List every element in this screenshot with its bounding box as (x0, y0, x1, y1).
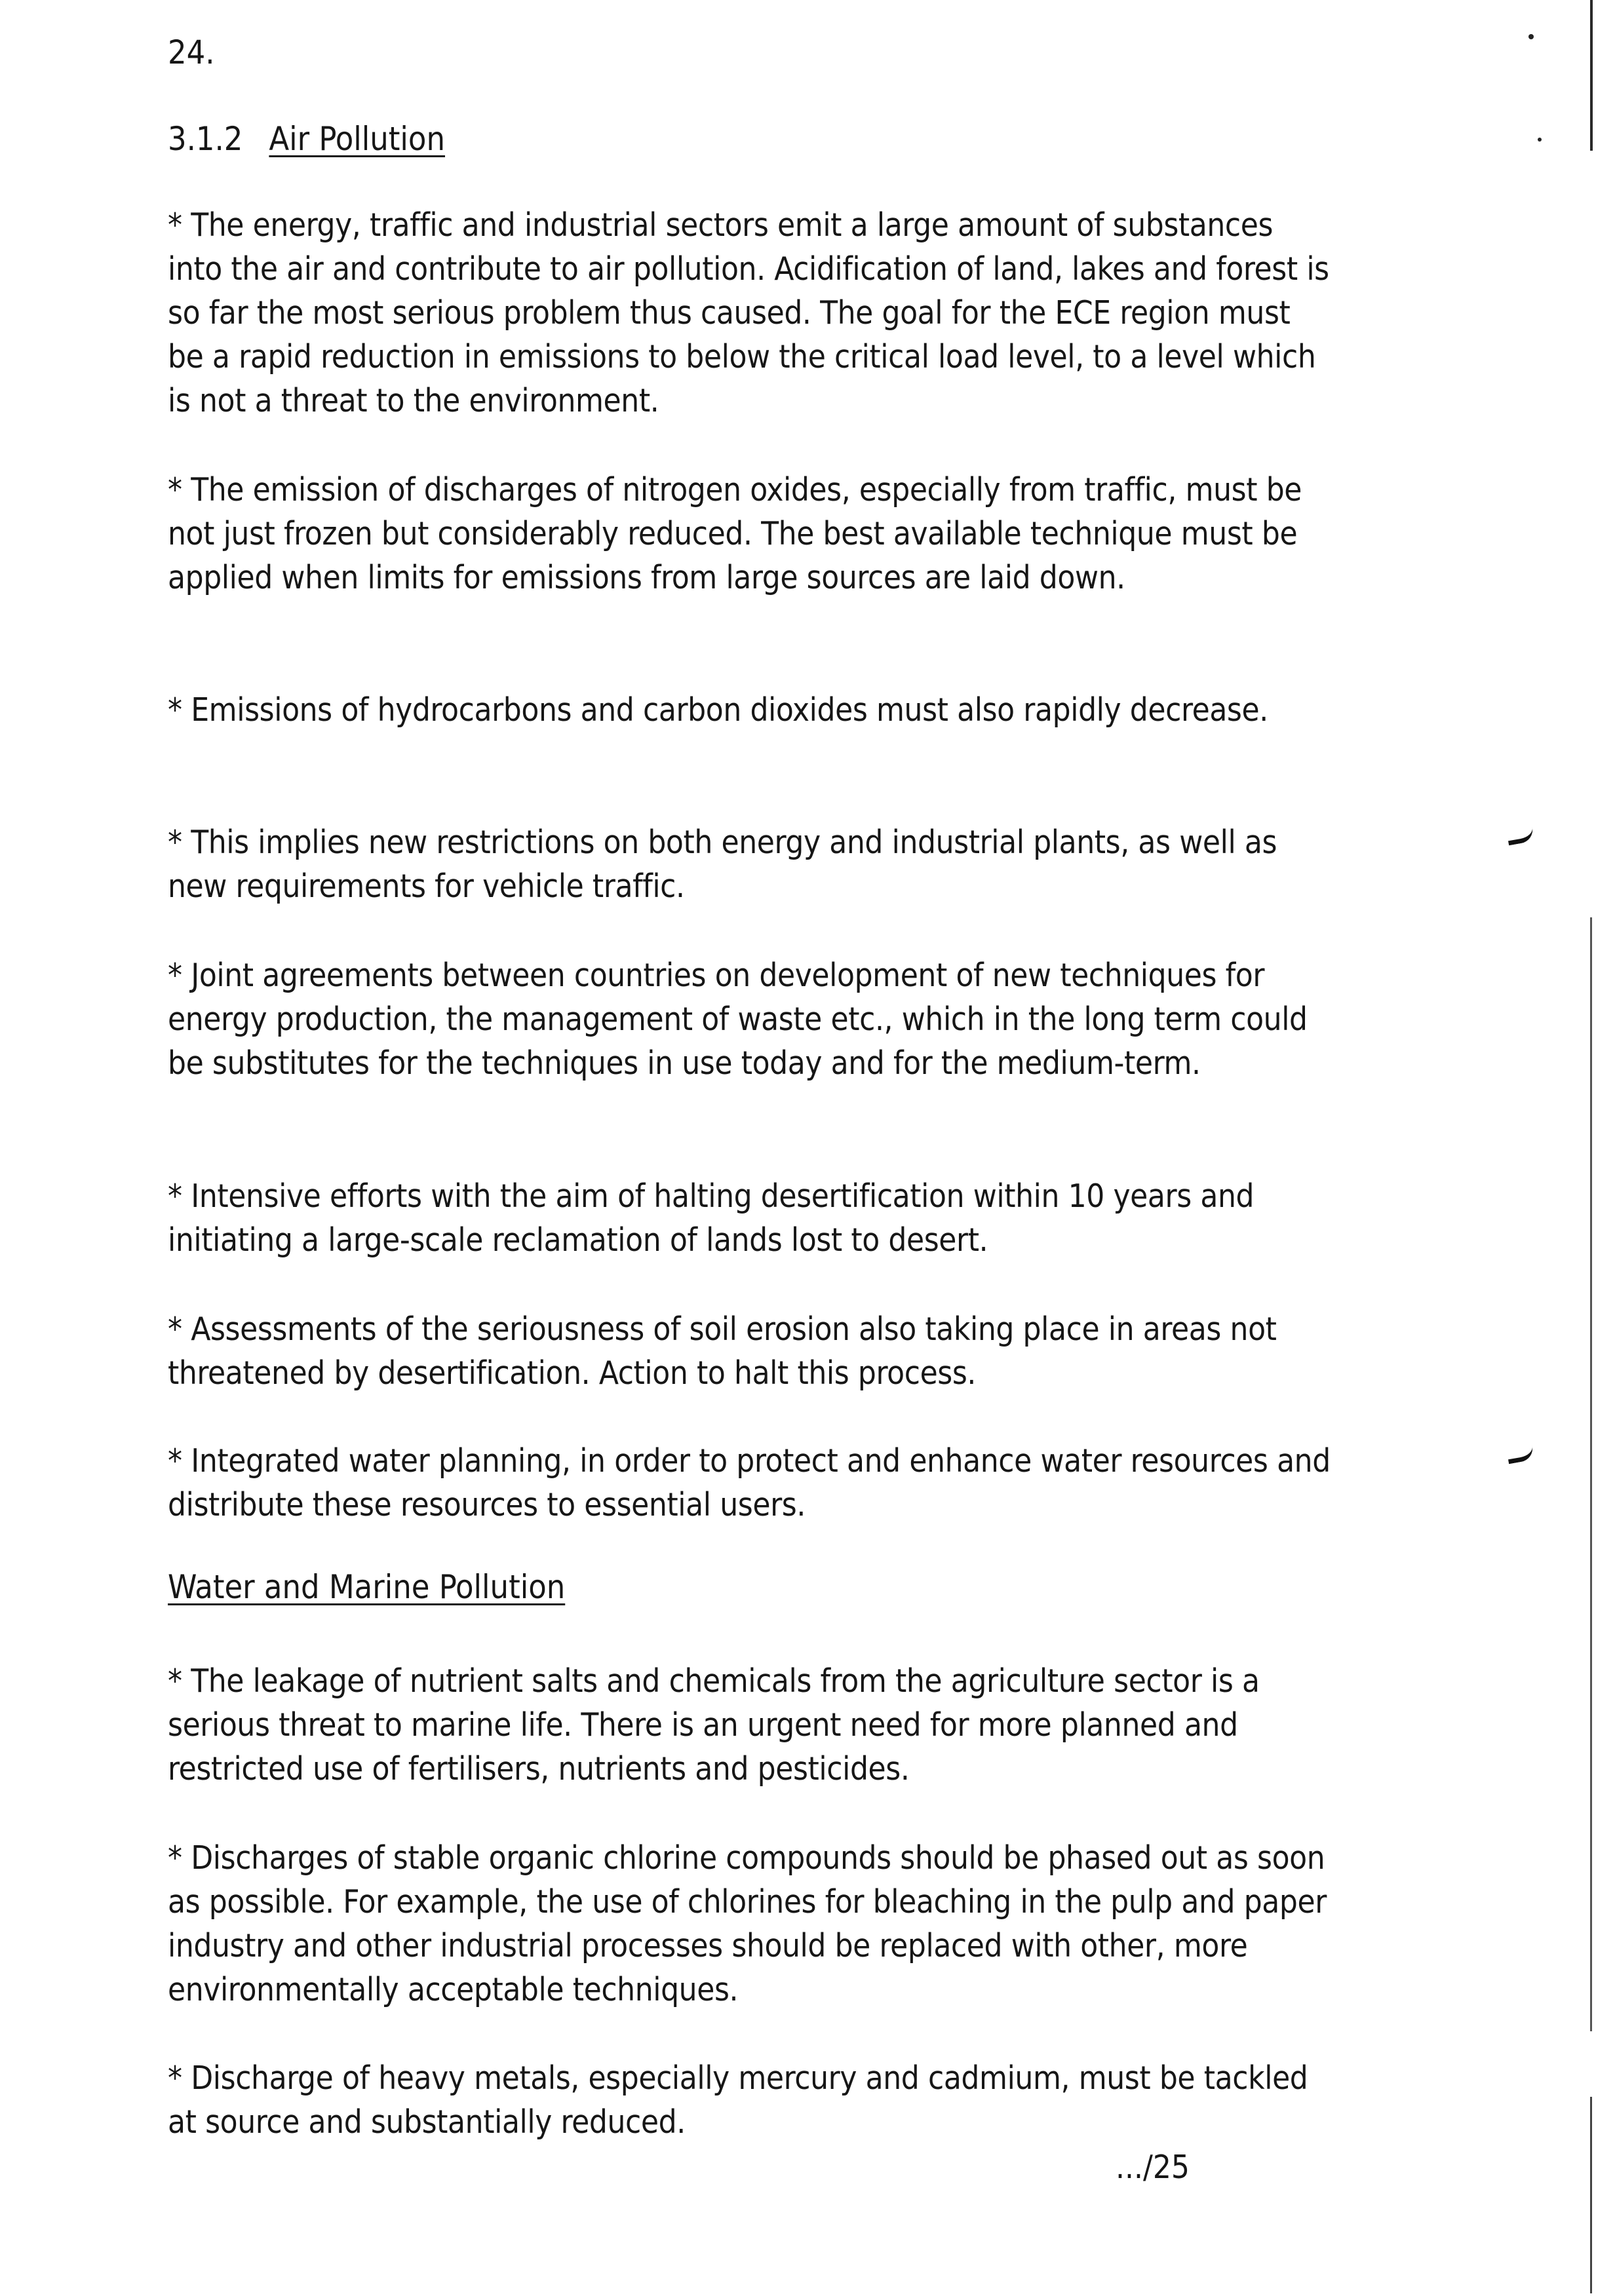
subheading-water-marine: Water and Marine Pollution (168, 1568, 566, 1606)
paragraph-restrictions: * This implies new restrictions on both energy and industrial plants, as well as new requirements for vehicle traffic. (168, 824, 1277, 905)
paragraph-joint-agreements: * Joint agreements between countries on development of new techniques for energy production, the management of waste etc., which in the long term could be substitutes for the techniques in use today and for the medium-term. (168, 957, 1308, 1082)
section-number: 3.1.2 (168, 120, 243, 158)
paragraph-heavy-metals: * Discharge of heavy metals, especially mercury and cadmium, must be tackled at source and substantially reduced. (168, 2059, 1308, 2141)
scan-dot (1538, 138, 1542, 142)
continuation-marker: .../25 (1116, 2149, 1190, 2186)
scan-edge-mark (1590, 917, 1592, 2031)
paragraph-nutrient-leakage: * The leakage of nutrient salts and chemicals from the agriculture sector is a serious threat to marine life. There is an urgent need for more planned and restricted use of fertilisers, nutrients and pesticides. (168, 1662, 1260, 1788)
paragraph-hydrocarbons: * Emissions of hydrocarbons and carbon dioxides must also rapidly decrease. (168, 691, 1268, 729)
paragraph-energy-traffic: * The energy, traffic and industrial sectors emit a large amount of substances into the air and contribute to air pollution. Acidification of land, lakes and forest is so far the most serious problem thus caused. The goal for the ECE region must be a rapid reduction in emissions to below the critical load level, to a level which is not a threat to the environment. (168, 206, 1329, 419)
scan-tick-mark (1506, 828, 1534, 846)
scan-tick-mark (1506, 1446, 1534, 1464)
section-title: Air Pollution (269, 120, 445, 158)
section-heading (168, 118, 445, 160)
scan-edge-mark (1590, 0, 1593, 151)
paragraph-soil-erosion: * Assessments of the seriousness of soil erosion also taking place in areas not threatened by desertification. Action to halt this process. (168, 1311, 1277, 1392)
paragraph-chlorine-compounds: * Discharges of stable organic chlorine compounds should be phased out as soon as possible. For example, the use of chlorines for bleaching in the pulp and paper industry and other industrial processes should be replaced with other, more environmentally acceptable techniques. (168, 1839, 1327, 2008)
page-number: 24. (168, 33, 215, 71)
paragraph-desertification: * Intensive efforts with the aim of halting desertification within 10 years and initiating a large-scale reclamation of lands lost to desert. (168, 1177, 1255, 1259)
paragraph-nitrogen-oxides: * The emission of discharges of nitrogen oxides, especially from traffic, must be not just frozen but considerably reduced. The best available technique must be applied when limits for emissions from large sources are laid down. (168, 471, 1302, 596)
paragraph-water-planning: * Integrated water planning, in order to protect and enhance water resources and distribute these resources to essential users. (168, 1442, 1331, 1523)
scan-dot (1528, 34, 1534, 39)
scan-edge-mark (1590, 2097, 1592, 2293)
